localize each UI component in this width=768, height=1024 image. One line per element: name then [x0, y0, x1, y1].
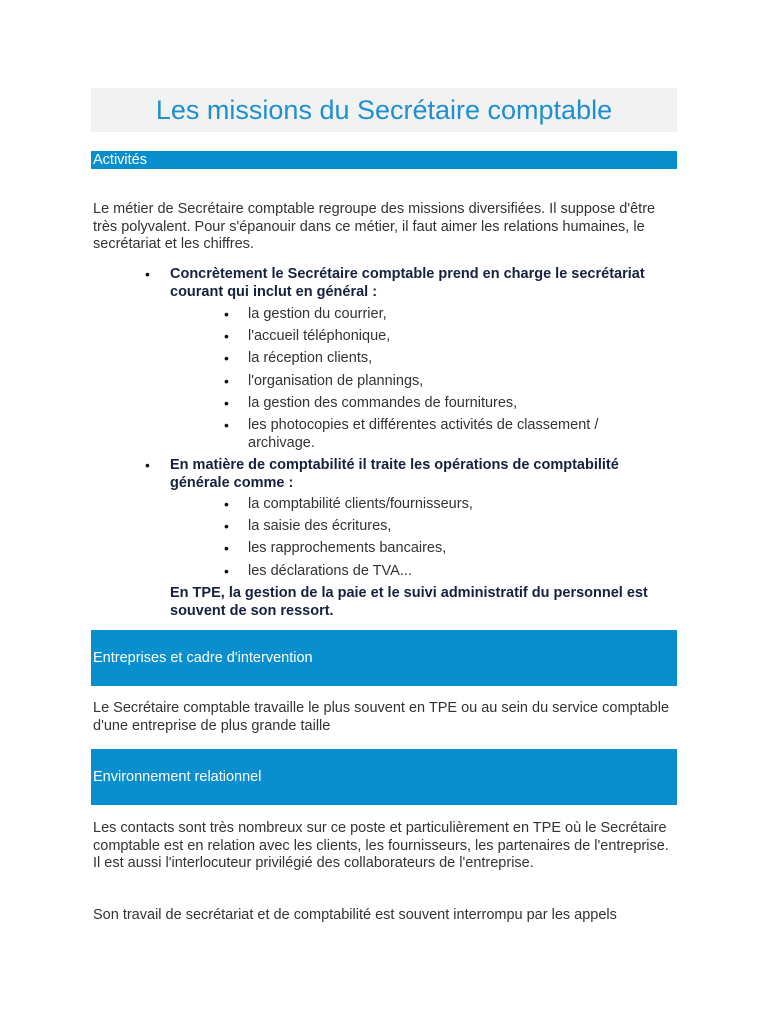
list-item-text: les déclarations de TVA... — [248, 563, 412, 579]
tpe-note: En TPE, la gestion de la paie et le suivi administratif du personnel est souvent de son ressort. — [170, 585, 648, 619]
environnement-paragraph: Les contacts sont très nombreux sur ce poste et particulièrement en TPE où le Secrétaire comptable est en relation avec les clients, les fournisseurs, les partenaires de l'entreprise. Il est aussi l'interlocuteur privilégié des collaborateurs de l'entreprise. — [93, 820, 669, 871]
list-item — [145, 457, 665, 493]
intro-paragraph: Le métier de Secrétaire comptable regroupe des missions diversifiées. Il suppose d'être très polyvalent. Pour s'épanouir dans ce métier, il faut aimer les relations humaines, le secrétariat et les chiffres. — [93, 201, 656, 252]
list-item-text: la réception clients, — [248, 350, 373, 366]
page-title: Les missions du Secrétaire comptable — [155, 94, 613, 125]
list-item-text: les rapprochements bancaires, — [248, 540, 447, 556]
bullet-icon: • — [224, 563, 229, 579]
list-item-text: l'organisation de plannings, — [248, 373, 424, 389]
list-item-text: la gestion du courrier, — [248, 306, 387, 322]
entreprises-paragraph: Le Secrétaire comptable travaille le plus souvent en TPE ou au sein du service comptable d'une entreprise de plus grande taille — [93, 700, 670, 734]
list-item — [145, 266, 665, 302]
section-heading: Entreprises et cadre d'intervention — [93, 650, 313, 666]
bullet-icon: • — [145, 457, 150, 473]
list-item-text: la comptabilité clients/fournisseurs, — [248, 496, 473, 512]
section-header-activites — [91, 151, 677, 169]
bullet-icon: • — [224, 540, 229, 556]
list-item-text: les photocopies et différentes activités de classement / archivage. — [248, 417, 599, 451]
list-item-text: Concrètement le Secrétaire comptable prend en charge le secrétariat courant qui inclut en général : — [170, 266, 645, 300]
bullet-icon: • — [224, 395, 229, 411]
title-box — [91, 88, 677, 132]
section-heading: Environnement relationnel — [93, 769, 262, 785]
section-header-entreprises — [91, 630, 677, 686]
bullet-icon: • — [145, 266, 150, 282]
bullet-icon: • — [224, 350, 229, 366]
bullet-icon: • — [224, 306, 229, 322]
list-item-text: l'accueil téléphonique, — [248, 328, 391, 344]
section-header-environnement — [91, 749, 677, 805]
bullet-icon: • — [224, 328, 229, 344]
bullet-icon: • — [224, 373, 229, 389]
bullet-icon: • — [224, 417, 229, 433]
bullet-icon: • — [224, 496, 229, 512]
section-heading: Activités — [93, 152, 147, 168]
list-item-text: En matière de comptabilité il traite les opérations de comptabilité générale comme : — [170, 457, 619, 491]
bullet-icon: • — [224, 518, 229, 534]
list-item-text: la saisie des écritures, — [248, 518, 392, 534]
environnement-paragraph-2: Son travail de secrétariat et de comptabilité est souvent interrompu par les appels — [93, 907, 617, 923]
list-item-text: la gestion des commandes de fournitures, — [248, 395, 518, 411]
